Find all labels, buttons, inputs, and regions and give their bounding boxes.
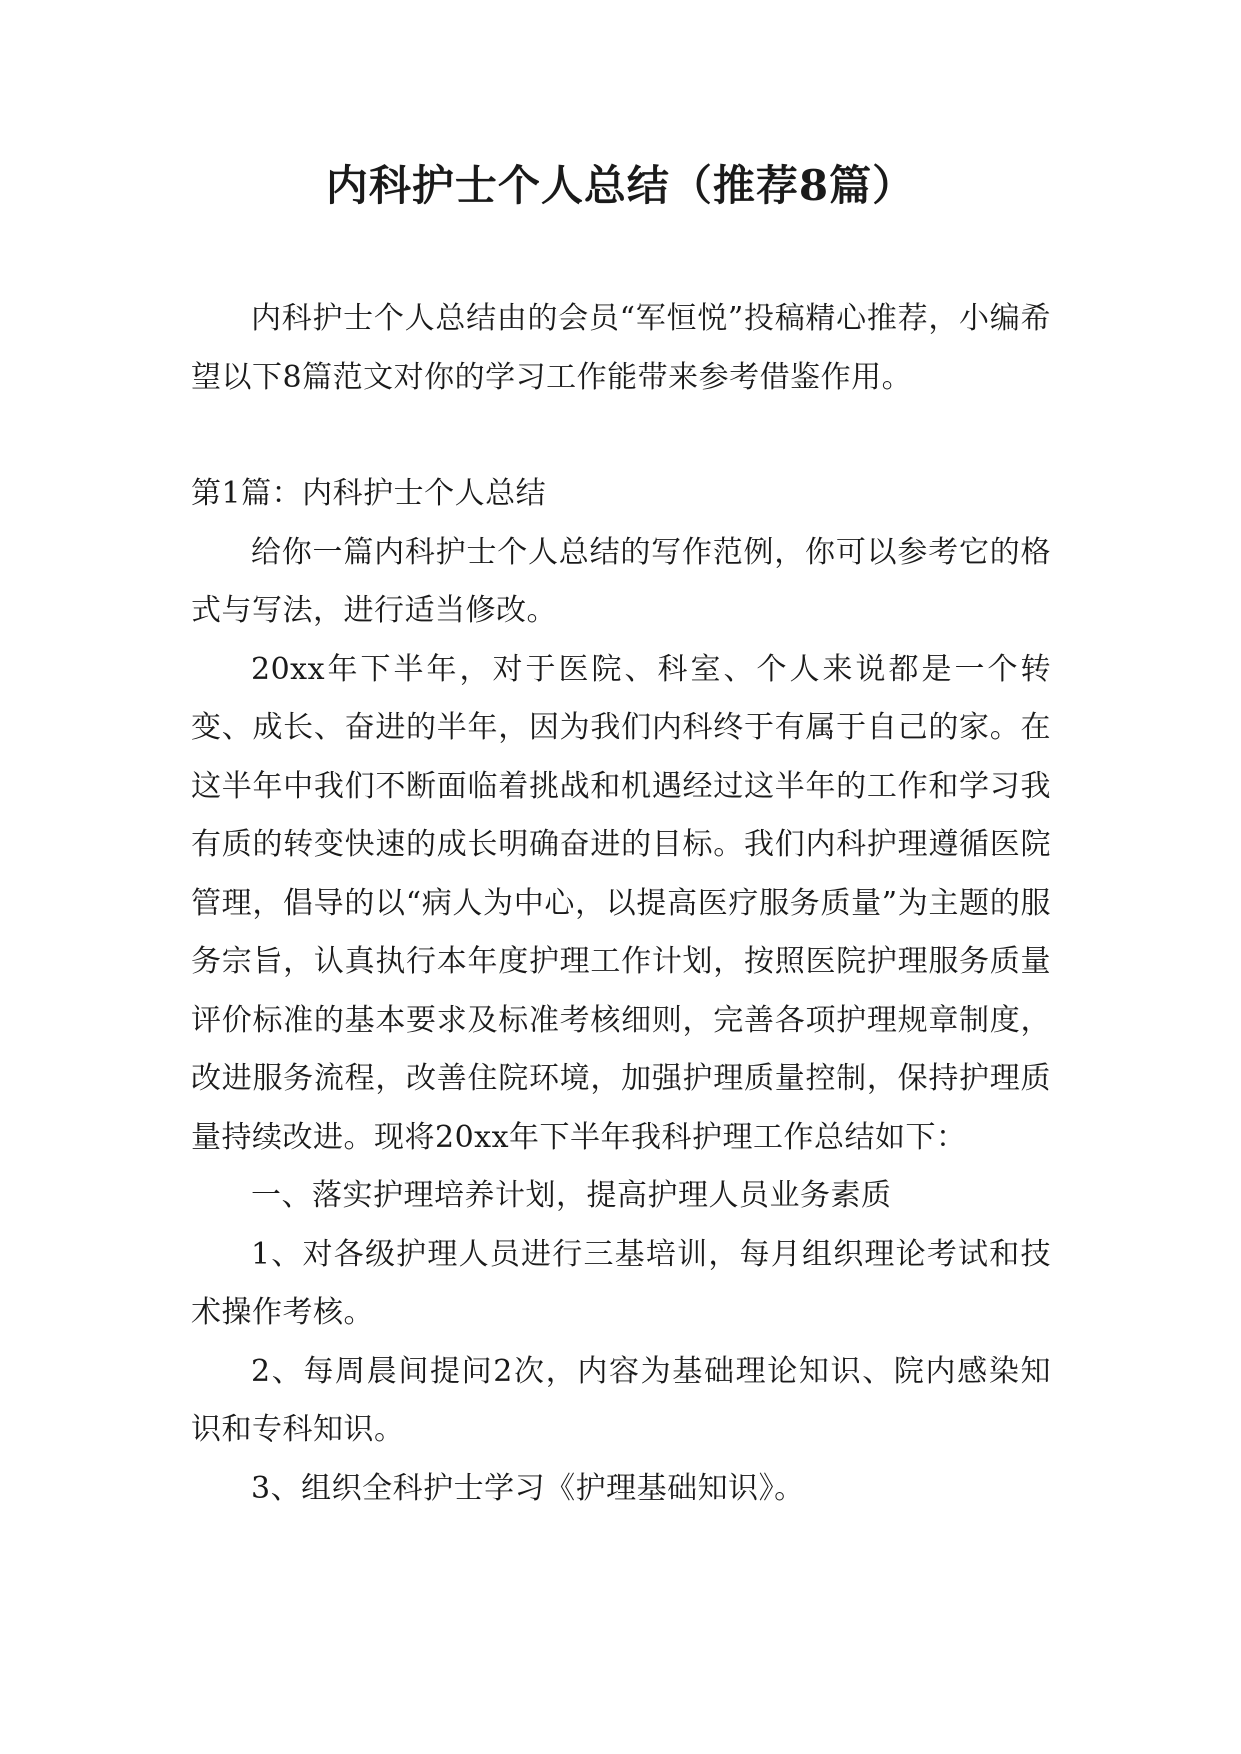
paragraph-3: 一、落实护理培养计划，提高护理人员业务素质 <box>251 1178 892 1213</box>
intro-paragraph: 内科护士个人总结由的会员“军恒悦”投稿精心推荐，小编希望以下8篇范文对你的学习工作能带来参考借鉴作用。 <box>191 301 1051 395</box>
paragraph-4: 1、对各级护理人员进行三基培训，每月组织理论考试和技术操作考核。 <box>191 1236 1051 1330</box>
document-title: 内科护士个人总结（推荐8篇） <box>325 161 916 210</box>
section-heading: 第1篇：内科护士个人总结 <box>191 476 547 511</box>
paragraph-1: 给你一篇内科护士个人总结的写作范例，你可以参考它的格式与写法，进行适当修改。 <box>191 534 1051 628</box>
paragraph-5: 2、每周晨间提问2次，内容为基础理论知识、院内感染知识和专科知识。 <box>191 1353 1051 1447</box>
paragraph-2: 20xx年下半年，对于医院、科室、个人来说都是一个转变、成长、奋进的半年，因为我们内科终于有属于自己的家。在这半年中我们不断面临着挑战和机遇经过这半年的工作和学习我有质的转变快速的成长明确奋进的目标。我们内科护理遵循医院管理，倡导的以“病人为中心，以提高医疗服务质量”为主题的服务宗旨，认真执行本年度护理工作计划，按照医院护理服务质量评价标准的基本要求及标准考核细则，完善各项护理规章制度，改进服务流程，改善住院环境，加强护理质量控制，保持护理质量持续改进。现将20xx年下半年我科护理工作总结如下： <box>191 651 1051 1155</box>
document-body <box>191 290 1051 1518</box>
paragraph-6: 3、组织全科护士学习《护理基础知识》。 <box>251 1470 805 1506</box>
